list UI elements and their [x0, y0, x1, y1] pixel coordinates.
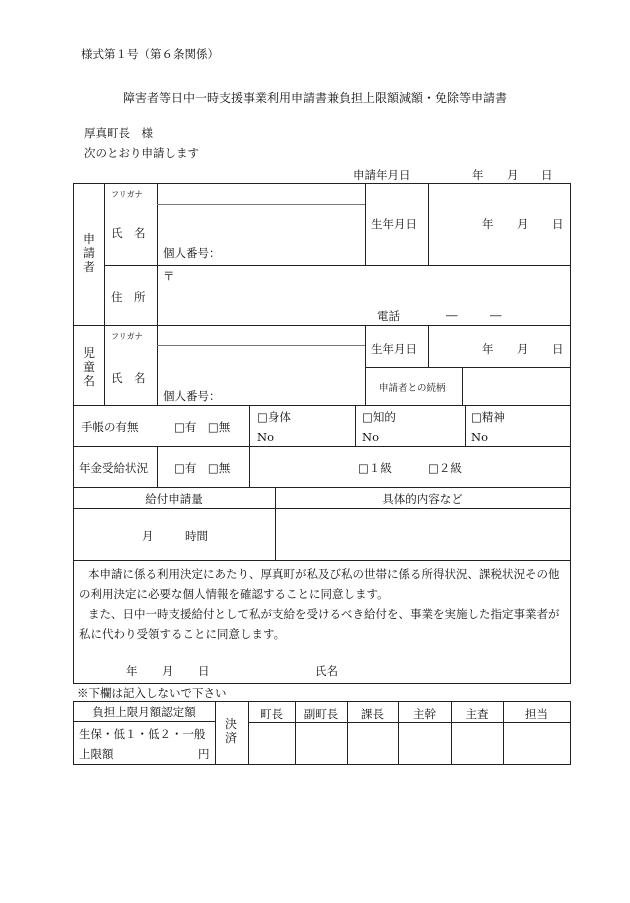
stamp-supervisor: 主査: [465, 707, 489, 721]
child-section-label: 児童名: [82, 346, 95, 388]
approval-label: 決済: [224, 717, 237, 745]
limit-category-options: 生保・低１・低２・一般: [79, 727, 206, 741]
pension-yes-no-checkboxes[interactable]: □有 □無: [174, 461, 231, 475]
consent-month[interactable]: 月: [162, 664, 174, 678]
application-year[interactable]: 年: [472, 168, 484, 182]
application-month[interactable]: 月: [507, 168, 519, 182]
handbook-yes-no-checkboxes[interactable]: □有 □無: [174, 420, 231, 434]
relation-label: 申請者との続柄: [379, 383, 446, 394]
phone-dash-1: ―: [446, 308, 458, 322]
stamp-staff: 担当: [525, 707, 548, 721]
handbook-label: 手帳の有無: [81, 420, 139, 434]
application-date-label: 申請年月日: [353, 168, 411, 182]
limit-amount-header: 負担上限月額認定額: [92, 705, 196, 719]
benefit-hours-unit[interactable]: 時間: [185, 529, 208, 543]
handbook-intellectual-checkbox[interactable]: □知的: [362, 410, 396, 424]
consent-line-4: 私に代わり受領することに同意します。: [79, 627, 286, 641]
phone-dash-2: ―: [490, 308, 502, 322]
signature-name-label: 氏名: [315, 664, 338, 678]
benefit-amount-header: 給付申請量: [145, 492, 203, 506]
pension-label: 年金受給状況: [79, 461, 148, 475]
handbook-physical-no: No: [257, 430, 274, 444]
applicant-birth-month[interactable]: 月: [517, 217, 529, 231]
limit-amount-label: 上限額: [79, 747, 114, 761]
consent-year[interactable]: 年: [126, 664, 138, 678]
consent-line-2: の利用決定に必要な個人情報を確認することに同意します。: [79, 587, 389, 601]
application-day[interactable]: 日: [541, 168, 553, 182]
child-furigana-label: フリガナ: [111, 332, 143, 341]
child-birth-day[interactable]: 日: [552, 342, 564, 356]
postal-mark: 〒: [163, 269, 175, 283]
child-name-label: 氏 名: [111, 371, 146, 385]
child-personal-number-label: 個人番号：: [163, 389, 221, 403]
handbook-physical-checkbox[interactable]: □身体: [257, 410, 291, 424]
applicant-furigana-label: フリガナ: [111, 190, 143, 199]
applicant-section-label: 申請者: [82, 232, 95, 274]
applicant-address-label: 住 所: [111, 290, 146, 304]
child-birthdate-label: 生年月日: [371, 342, 417, 356]
benefit-details-header: 具体的内容など: [382, 492, 463, 506]
form-title: 障害者等日中一時支援事業利用申請書兼負担上限額減額・免除等申請書: [122, 91, 507, 105]
addressee: 厚真町長 様: [84, 126, 153, 140]
applicant-birth-day[interactable]: 日: [552, 217, 564, 231]
child-birth-month[interactable]: 月: [517, 342, 529, 356]
stamp-mayor: 町長: [260, 707, 283, 721]
handbook-mental-no: No: [471, 430, 488, 444]
pension-grade2-checkbox[interactable]: □２級: [428, 461, 462, 475]
stamp-deputy-mayor: 副町長: [303, 707, 339, 721]
consent-line-3: また、日中一時支援給付として私が支給を受けるべき給付を、事業を実施した指定事業者が: [88, 607, 560, 621]
phone-label: 電話: [377, 309, 400, 323]
yen-unit: 円: [198, 747, 210, 761]
form-number: 様式第１号（第６条関係）: [81, 47, 219, 61]
applicant-birth-year[interactable]: 年: [482, 217, 494, 231]
consent-day[interactable]: 日: [198, 664, 210, 678]
stamp-section-chief: 課長: [361, 707, 384, 721]
child-birth-year[interactable]: 年: [482, 342, 494, 356]
pension-grade1-checkbox[interactable]: □１級: [358, 461, 392, 475]
applicant-birthdate-label: 生年月日: [371, 217, 417, 231]
intro-text: 次のとおり申請します: [84, 146, 199, 160]
applicant-name-label: 氏 名: [111, 226, 146, 240]
benefit-month-unit[interactable]: 月: [142, 529, 154, 543]
handbook-intellectual-no: No: [362, 430, 379, 444]
stamp-chief-officer: 主幹: [413, 707, 436, 721]
handbook-mental-checkbox[interactable]: □精神: [471, 410, 505, 424]
office-use-note: ※下欄は記入しないで下さい: [77, 686, 227, 700]
applicant-personal-number-label: 個人番号：: [163, 246, 221, 260]
consent-line-1: 本申請に係る利用決定にあたり、厚真町が私及び私の世帯に係る所得状況、課税状況その他: [88, 567, 560, 581]
